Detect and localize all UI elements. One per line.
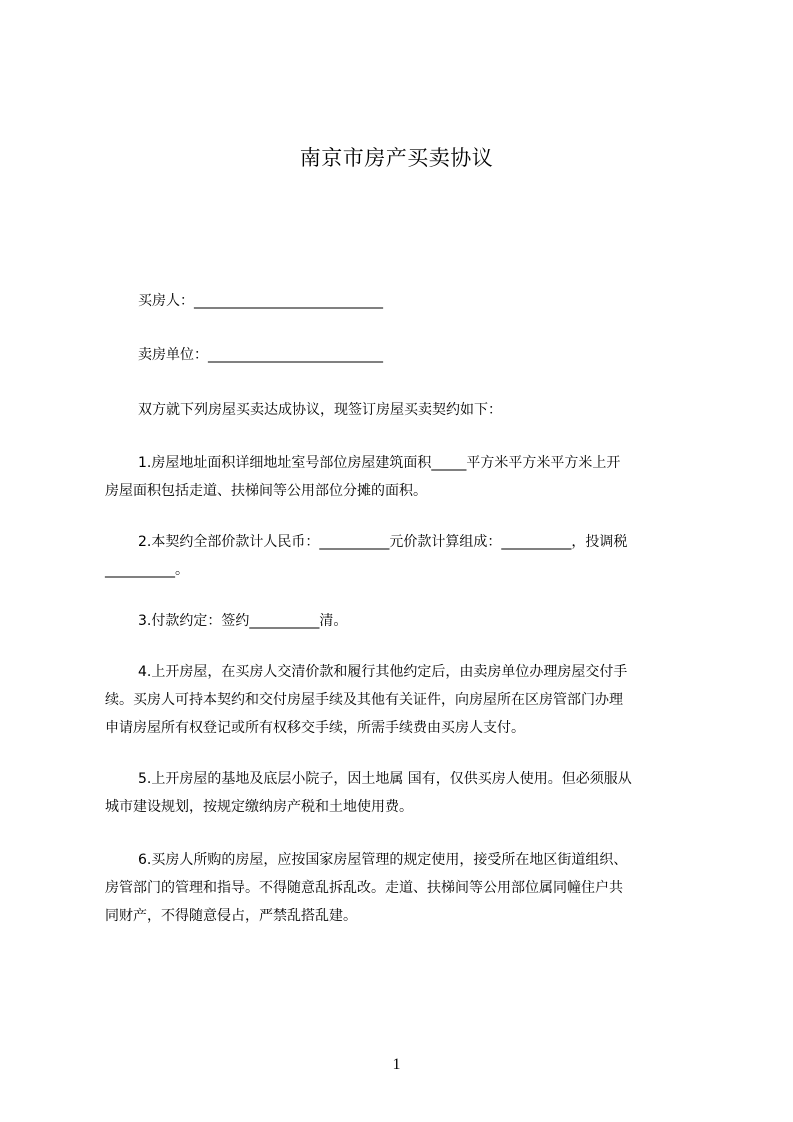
clause-1-line-1: 1.房屋地址面积详细地址室号部位房屋建筑面积_____平方米平方米平方米上开 xyxy=(138,455,621,471)
clause-5-line-2: 城市建设规划，按规定缴纳房产税和土地使用费。 xyxy=(105,799,413,815)
clause-5-line-1: 5.上开房屋的基地及底层小院子，因土地属 国有，仅供买房人使用。但必须服从 xyxy=(138,771,632,787)
seller-field-line: 卖房单位：_________________________ xyxy=(138,347,383,363)
clause-6-line-2: 房管部门的管理和指导。不得随意乱拆乱改。走道、扶梯间等公用部位属同幢住户共 xyxy=(105,880,623,896)
clause-2-line-2: __________。 xyxy=(105,562,189,578)
buyer-field-line: 买房人：___________________________ xyxy=(138,293,383,309)
clause-4-line-1: 4.上开房屋，在买房人交清价款和履行其他约定后，由卖房单位办理房屋交付手 xyxy=(138,664,628,680)
clause-4-line-3: 申请房屋所有权登记或所有权移交手续，所需手续费由买房人支付。 xyxy=(105,720,525,736)
clause-1-line-2: 房屋面积包括走道、扶梯间等公用部位分摊的面积。 xyxy=(105,483,427,499)
intro-paragraph: 双方就下列房屋买卖达成协议，现签订房屋买卖契约如下： xyxy=(138,402,502,418)
clause-6-line-3: 同财产，不得随意侵占，严禁乱搭乱建。 xyxy=(105,908,357,924)
page-number: 1 xyxy=(392,1056,401,1073)
document-title: 南京市房产买卖协议 xyxy=(299,146,494,170)
clause-3-line-1: 3.付款约定：签约__________清。 xyxy=(138,613,348,629)
clause-2-line-1: 2.本契约全部价款计人民币：__________元价款计算组成：__________，投调税 xyxy=(138,534,628,550)
clause-4-line-2: 续。买房人可持本契约和交付房屋手续及其他有关证件，向房屋所在区房管部门办理 xyxy=(105,692,623,708)
clause-6-line-1: 6.买房人所购的房屋，应按国家房屋管理的规定使用，接受所在地区街道组织、 xyxy=(138,852,628,868)
